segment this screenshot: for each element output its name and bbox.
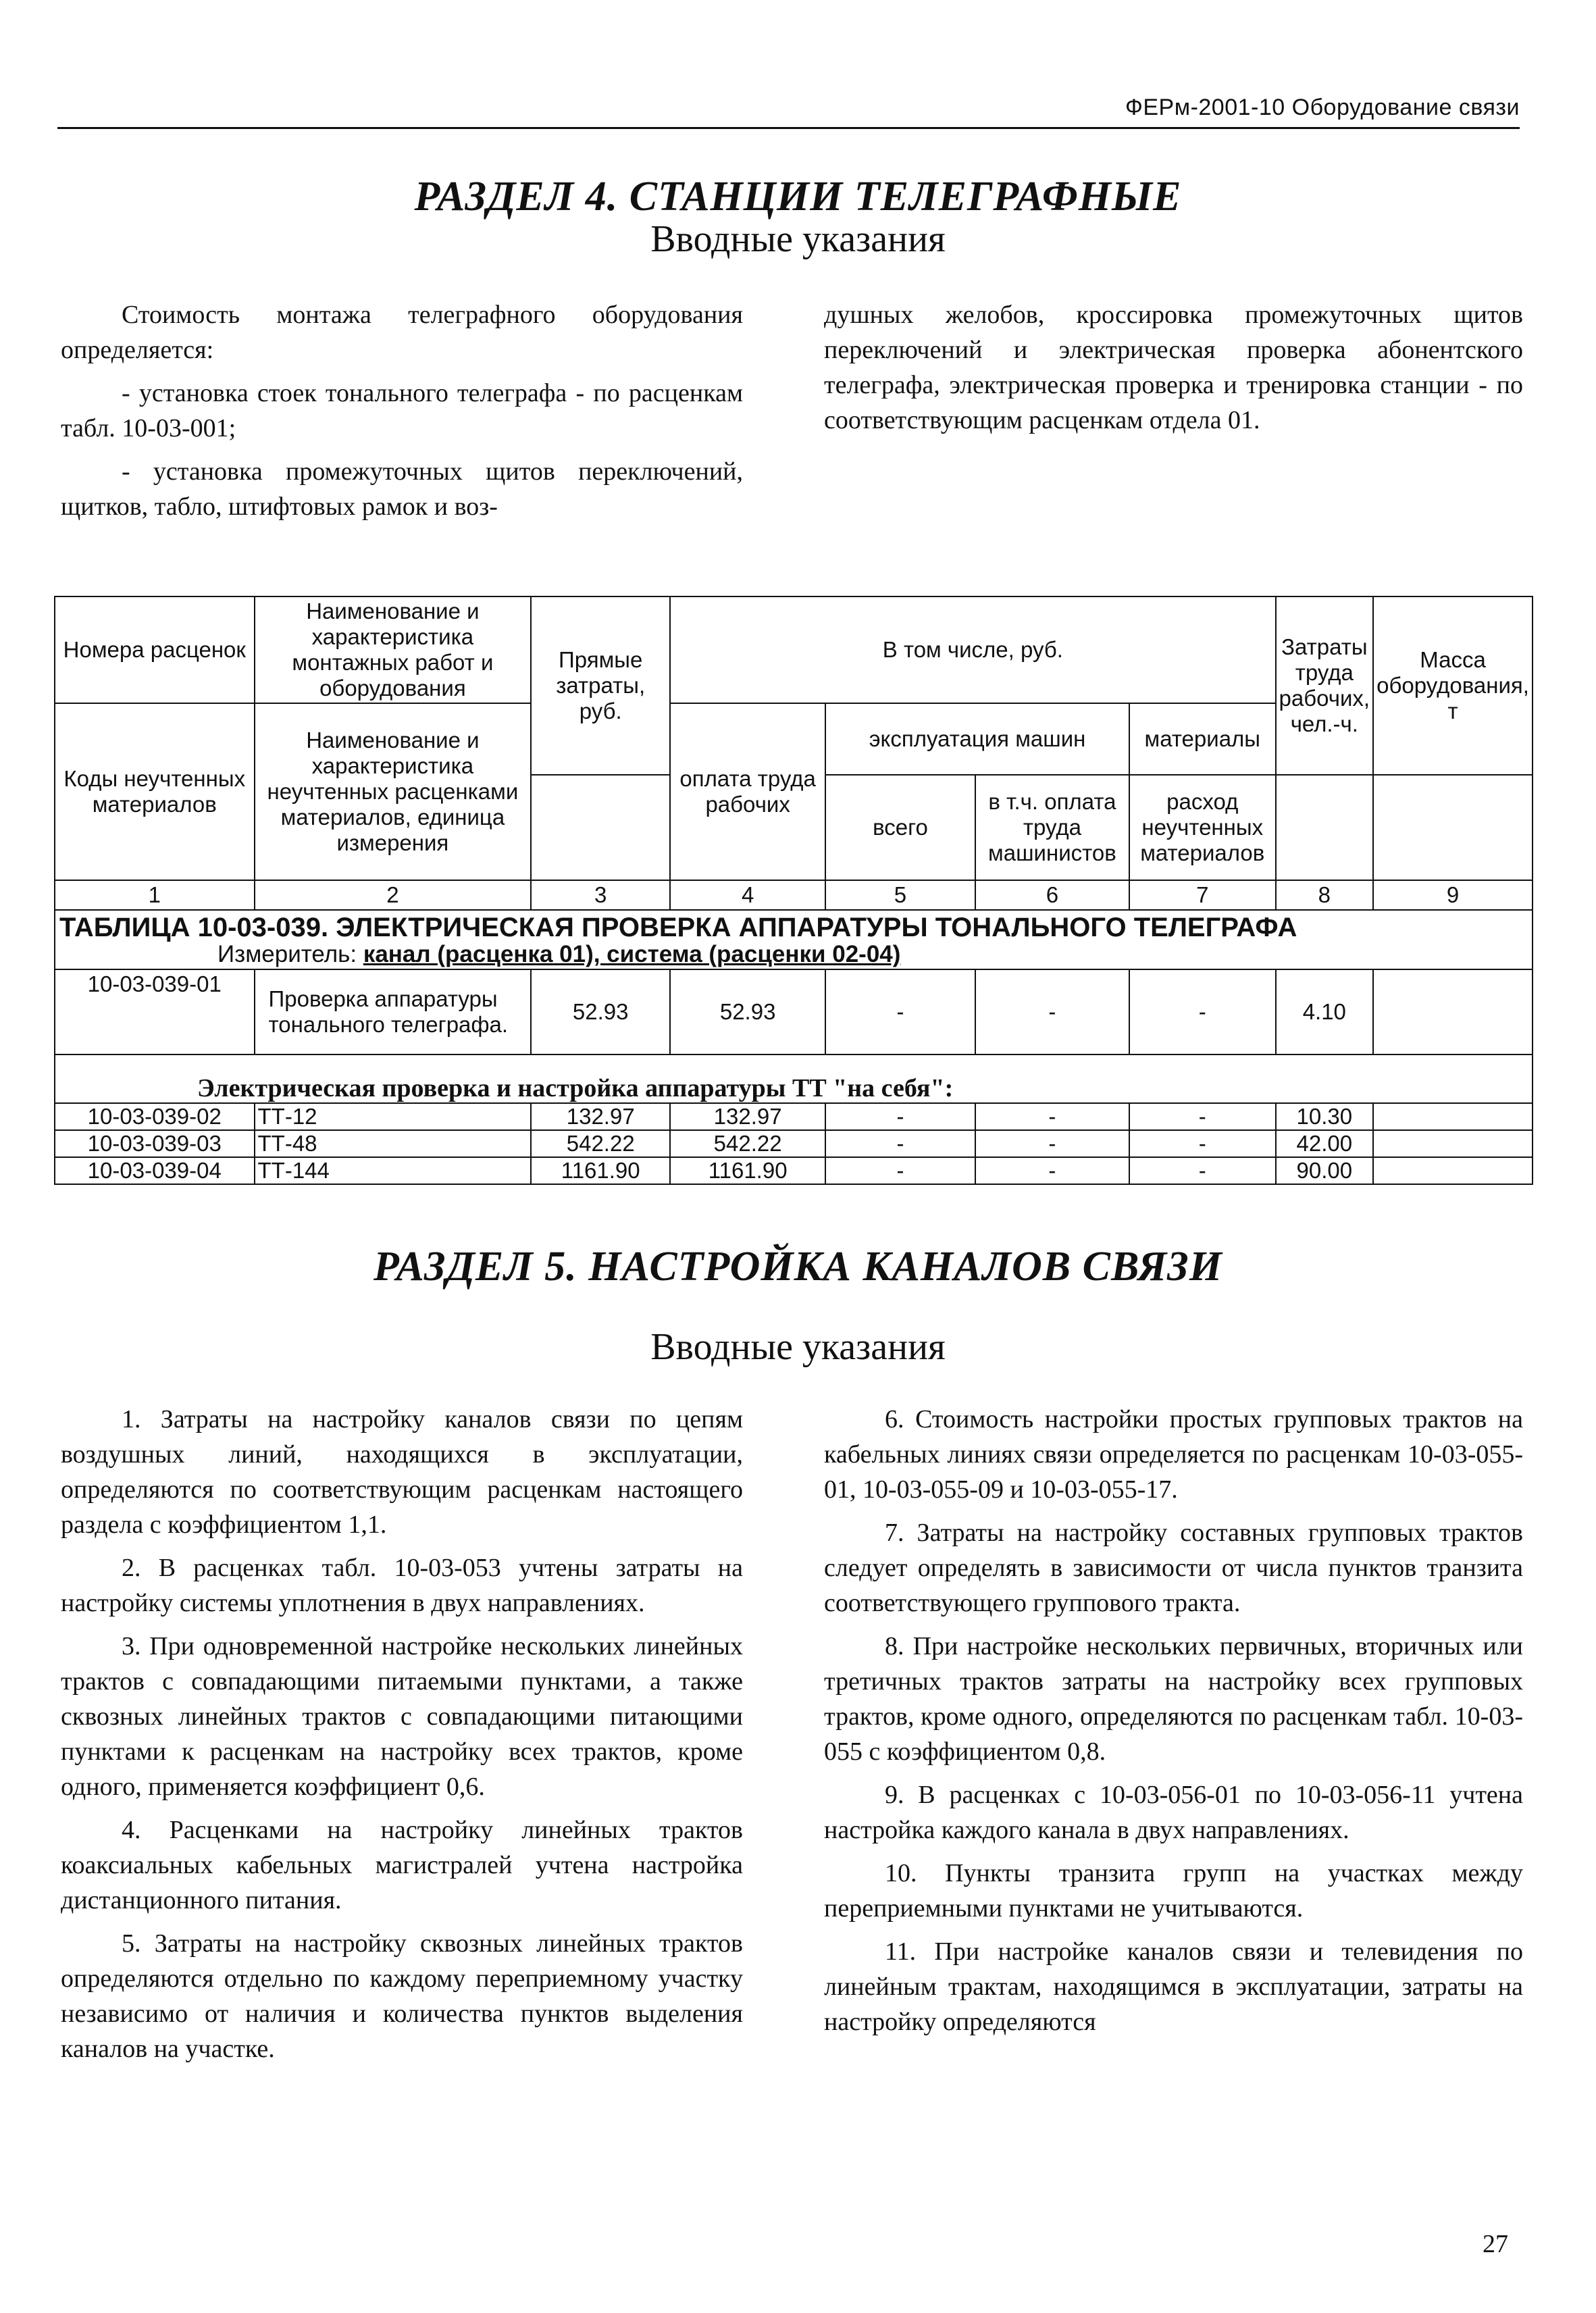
rate-hours: 42.00 [1276,1130,1374,1157]
header-name: Наименование и характеристика монтажных работ и оборудования [255,596,532,703]
paragraph: 8. При настройке нескольких первичных, вторичных или третичных трактов затраты на настройку всех групповых трактов, кроме одного, определяются по расценкам табл. 10-03-055 с коэффициентом 0,8. [824,1632,1523,1766]
paragraph: 3. При одновременной настройке нескольких линейных трактов с совпадающими питаемыми пунктами, а также сквозных линейных трактов с совпадающими питающими пунктами к расценкам на настройку всех трактов, кроме одного, применяется коэффициент 0,6. [61,1632,743,1801]
rate-mass [1373,1157,1533,1184]
rate-labor: 52.93 [670,969,825,1054]
section-5-title: РАЗДЕЛ 5. НАСТРОЙКА КАНАЛОВ СВЯЗИ [374,1244,1222,1290]
column-number: 7 [1129,880,1276,910]
rate-machines: - [825,1103,975,1130]
rate-machines: - [825,1130,975,1157]
rate-machinists: - [975,1130,1129,1157]
section-4-subtitle: Вводные указания [650,218,946,260]
column-number: 2 [255,880,532,910]
rate-machines: - [825,969,975,1054]
paragraph: 6. Стоимость настройки простых групповых трактов на кабельных линиях связи определяется по расценкам 10-03-055-01, 10-03-055-09 и 10-03-055-17. [824,1405,1523,1504]
rate-machinists: - [975,969,1129,1054]
measure-value: канал (расценка 01), система (расценки 02-04) [363,941,901,967]
rate-mass [1373,1130,1533,1157]
column-number: 1 [55,880,255,910]
rate-direct: 52.93 [531,969,670,1054]
column-number: 5 [825,880,975,910]
section-4-left-column [61,297,743,532]
header-materials: материалы [1129,703,1276,775]
column-number: 8 [1276,880,1374,910]
rate-name: Проверка аппаратуры тонального телеграфа. [255,969,532,1054]
rate-code: 10-03-039-04 [55,1157,255,1184]
page-number: 27 [1483,2230,1508,2258]
column-number: 6 [975,880,1129,910]
rate-labor: 1161.90 [670,1157,825,1184]
header-machines: эксплуатация машин [825,703,1129,775]
header-rule [57,127,1520,129]
paragraph: Стоимость монтажа телеграфного оборудования определяется: [61,301,743,364]
column-number: 9 [1373,880,1533,910]
rate-machinists: - [975,1157,1129,1184]
paragraph: - установка промежуточных щитов переключений, щитков, табло, штифтовых рамок и воз- [61,457,743,521]
paragraph: 1. Затраты на настройку каналов связи по цепям воздушных линий, находящихся в эксплуатации, определяются по соответствующим расценкам настоящего раздела с коэффициентом 1,1. [61,1405,743,1539]
measure-label: Измеритель: [217,941,357,967]
header-machinists-pay: в т.ч. оплата труда машинистов [975,775,1129,880]
section-5-subtitle: Вводные указания [650,1326,946,1368]
table-title: ТАБЛИЦА 10-03-039. ЭЛЕКТРИЧЕСКАЯ ПРОВЕРКА АППАРАТУРЫ ТОНАЛЬНОГО ТЕЛЕГРАФА [55,910,1533,940]
rate-direct: 132.97 [531,1103,670,1130]
rate-direct: 1161.90 [531,1157,670,1184]
rate-hours: 90.00 [1276,1157,1374,1184]
paragraph: - установка стоек тонального телеграфа - по расценкам табл. 10-03-001; [61,379,743,442]
paragraph: 5. Затраты на настройку сквозных линейных трактов определяются отдельно по каждому переприемному участку независимо от наличия и количества пунктов выделения каналов на участке. [61,1929,743,2063]
paragraph: 10. Пункты транзита групп на участках между переприемными пунктами не учитываются. [824,1859,1523,1923]
section-4-title: РАЗДЕЛ 4. СТАНЦИИ ТЕЛЕГРАФНЫЕ [414,174,1182,220]
rate-machinists: - [975,1103,1129,1130]
header-labor-hours: Затраты труда рабочих, чел.-ч. [1276,596,1374,775]
header-including: В том числе, руб. [670,596,1275,703]
header-equipment-mass: Масса оборудования, т [1373,596,1533,775]
header-materials-usage: расход неучтенных материалов [1129,775,1276,880]
rate-code: 10-03-039-03 [55,1130,255,1157]
header-unaccounted-name: Наименование и характеристика неучтенных расценками материалов, единица измерения [255,703,532,880]
header-machines-total: всего [825,775,975,880]
rate-name: ТТ-144 [255,1157,532,1184]
paragraph: 9. В расценках с 10-03-056-01 по 10-03-056-11 учтена настройка каждого канала в двух направлениях. [824,1781,1523,1844]
rate-mass [1373,1103,1533,1130]
rate-labor: 132.97 [670,1103,825,1130]
rate-code: 10-03-039-02 [55,1103,255,1130]
rate-name: ТТ-48 [255,1130,532,1157]
rate-machines: - [825,1157,975,1184]
paragraph: 2. В расценках табл. 10-03-053 учтены затраты на настройку системы уплотнения в двух направлениях. [61,1554,743,1617]
header-empty [1373,775,1533,880]
rate-materials: - [1129,1103,1276,1130]
section-5-right-column [824,1402,1523,2048]
paragraph: душных желобов, кроссировка промежуточных щитов переключений и электрическая проверка абонентского телеграфа, электрическая проверка и тренировка станции - по соответствующим расценкам отдела 01. [824,301,1523,434]
header-empty [531,775,670,880]
header-labor-pay: оплата труда рабочих [670,703,825,880]
measure-line [55,940,1533,969]
header-empty [1276,775,1374,880]
header-unaccounted-codes: Коды неучтенных материалов [55,703,255,880]
header-code: Номера расценок [55,596,255,703]
section-4-right-column [824,297,1523,446]
column-number: 4 [670,880,825,910]
rate-labor: 542.22 [670,1130,825,1157]
rate-hours: 10.30 [1276,1103,1374,1130]
column-number: 3 [531,880,670,910]
header-direct-costs: Прямые затраты, руб. [531,596,670,775]
rate-direct: 542.22 [531,1130,670,1157]
rate-materials: - [1129,1130,1276,1157]
rates-table [54,596,1533,1185]
paragraph: 4. Расценками на настройку линейных трактов коаксиальных кабельных магистралей учтена настройка дистанционного питания. [61,1816,743,1914]
rate-name: ТТ-12 [255,1103,532,1130]
table-subheading: Электрическая проверка и настройка аппаратуры ТТ "на себя": [55,1054,1533,1103]
rate-mass [1373,969,1533,1054]
section-5-left-column [61,1402,743,2075]
rate-hours: 4.10 [1276,969,1374,1054]
paragraph: 7. Затраты на настройку составных групповых трактов следует определять в зависимости от числа пунктов транзита соответствующего группового тракта. [824,1519,1523,1617]
paragraph: 11. При настройке каналов связи и телевидения по линейным трактам, находящимся в эксплуатации, затраты на настройку определяются [824,1937,1523,2036]
rate-code: 10-03-039-01 [55,969,255,1054]
running-header: ФЕРм-2001-10 Оборудование связи [1125,95,1520,120]
rate-materials: - [1129,969,1276,1054]
rate-materials: - [1129,1157,1276,1184]
